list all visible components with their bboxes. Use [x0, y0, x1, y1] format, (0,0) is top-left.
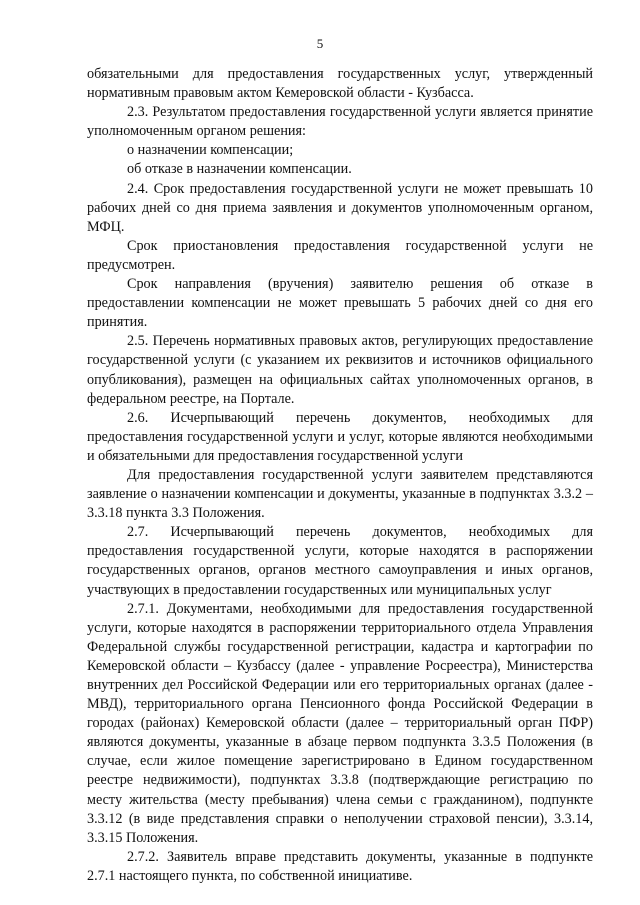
paragraph-2-6: 2.6. Исчерпывающий перечень документов, необходимых для предоставления государственной услуги и услуг, которые являются необходимыми и обязательными для предоставления государственной услуги: [87, 409, 593, 464]
paragraph-refusal-term: Срок направления (вручения) заявителю решения об отказе в предоставлении компенсации не может превышать 5 рабочих дней со дня его принятия.: [87, 276, 593, 331]
document-body: [87, 65, 593, 886]
paragraph-2-7-2: 2.7.2. Заявитель вправе представить документы, указанные в подпункте 2.7.1 настоящего пункта, по собственной инициативе.: [87, 848, 593, 884]
paragraph-2-3: 2.3. Результатом предоставления государственной услуги является принятие уполномоченным органом решения:: [87, 104, 593, 140]
paragraph-documents-required: Для предоставления государственной услуги заявителем представляются заявление о назначении компенсации и документы, указанные в подпунктах 3.3.2 – 3.3.18 пункта 3.3 Положения.: [87, 466, 593, 522]
paragraph-2-7: 2.7. Исчерпывающий перечень документов, необходимых для предоставления государственной услуги, которые находятся в распоряжении государственных органов, органов местного самоуправления и иных органов, участвующих в предоставлении государственных или муниципальных услуг: [87, 524, 593, 598]
paragraph-option-assign: о назначении компенсации;: [127, 142, 294, 159]
paragraph-2-4: 2.4. Срок предоставления государственной услуги не может превышать 10 рабочих дней со дня приема заявления и документов уполномоченным органом, МФЦ.: [87, 180, 593, 235]
paragraph-2-5: 2.5. Перечень нормативных правовых актов, регулирующих предоставление государственной услуги (с указанием их реквизитов и источников официального опубликования), размещен на официальных сайтах уполномоченных органов, в федеральном реестре, на Портале.: [87, 333, 593, 407]
paragraph-option-refuse: об отказе в назначении компенсации.: [127, 161, 352, 178]
page-number: 5: [316, 36, 324, 51]
paragraph-2-7-1: 2.7.1. Документами, необходимыми для предоставления государственной услуги, которые находятся в распоряжении территориального отдела Управления Федеральной службы государственной регистрации, кадастра и картографии по Кемеровской области – Кузбассу (далее - управление Росреестра), Министерства внутренних дел Российской Федерации или его территориальных органах (далее - МВД), территориального органа Пенсионного фонда Российской Федерации в городах (районах) Кемеровской области (далее – территориальный орган ПФР) являются документы, указанные в абзаце первом подпункта 3.3.5 Положения (в случае, если жилое помещение зарегистрировано в Едином государственном реестре недвижимости), подпунктах 3.3.8 (подтверждающие регистрацию по месту жительства (месту пребывания) члена семьи с гражданином), подпункте 3.3.12 (в виде представления справки о неполучении страховой пенсии), 3.3.14, 3.3.15 Положения.: [87, 600, 593, 846]
paragraph-continuation: обязательными для предоставления государственных услуг, утвержденный нормативным правовым актом Кемеровской области - Кузбасса.: [87, 66, 593, 102]
paragraph-suspension-term: Срок приостановления предоставления государственной услуги не предусмотрен.: [87, 237, 593, 273]
